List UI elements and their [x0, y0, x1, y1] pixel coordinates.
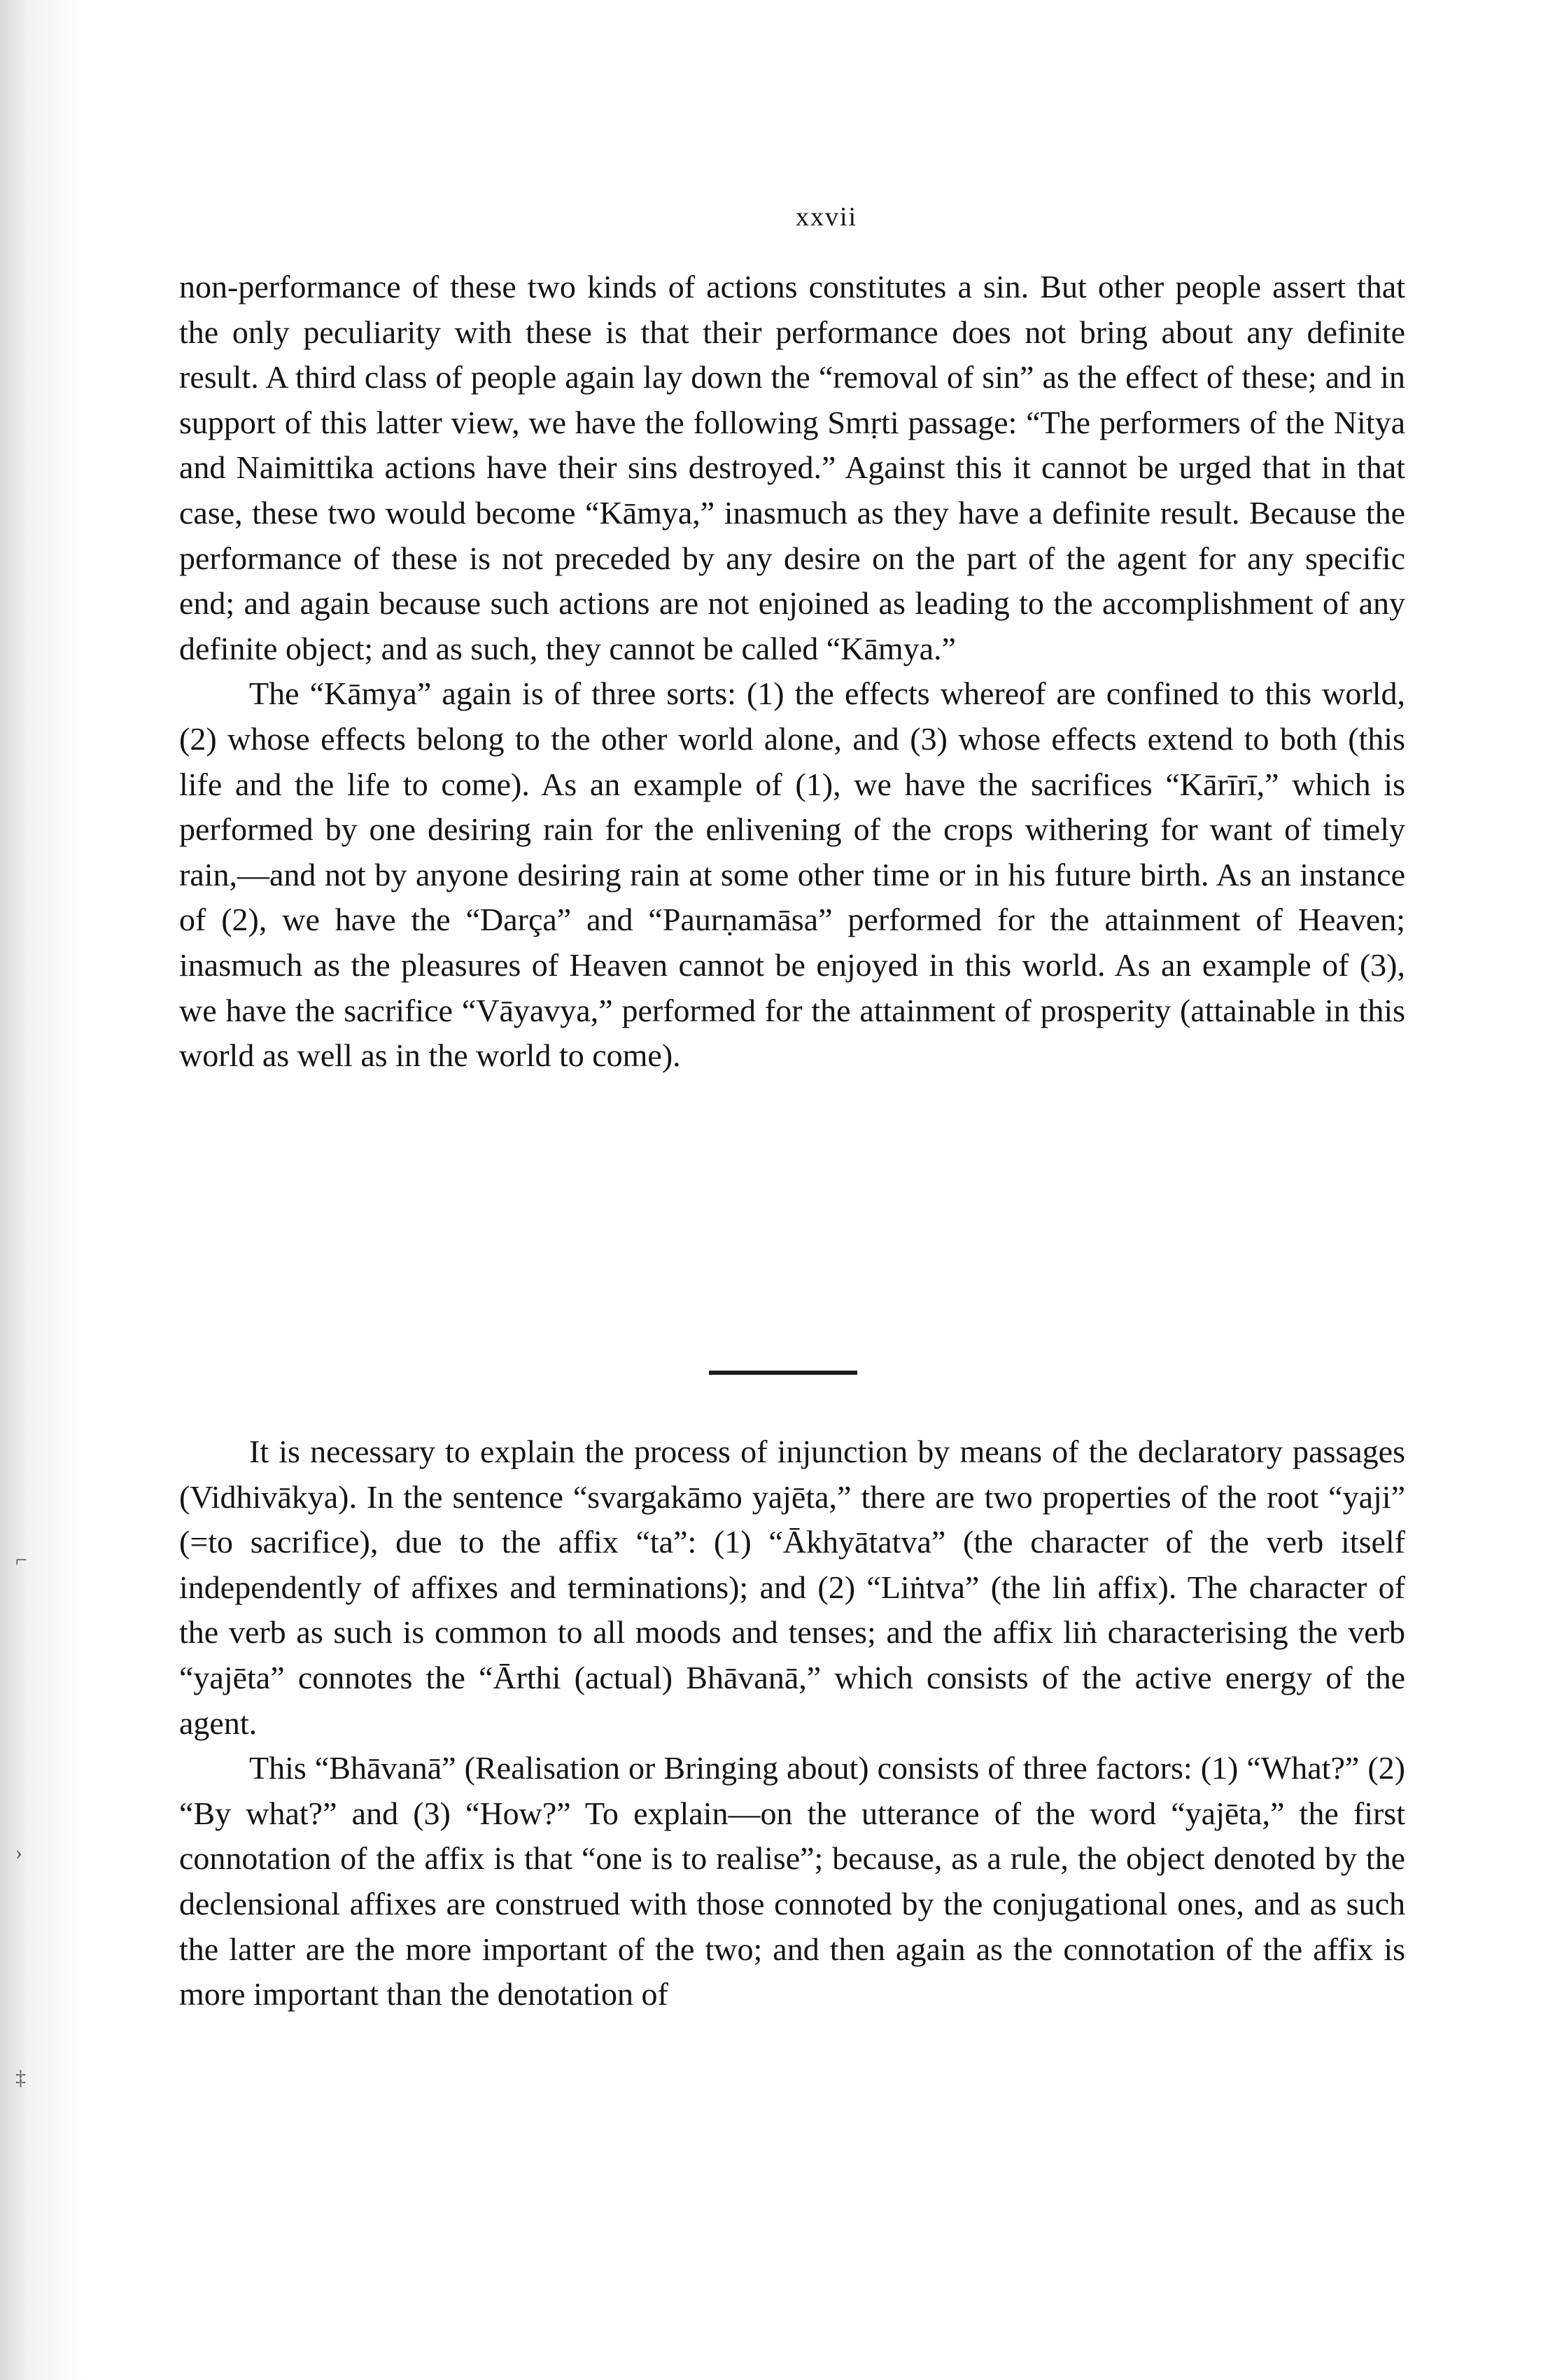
paragraph-kamya-sorts: The “Kāmya” again is of three sorts: (1) the effects whereof are confined to this world, (2) whose effects belong to the other world alone, and (3) whose effects extend to both (this life and the life to come). As an example of (1), we have the sacrifices “Kārīrī,” which is performed by one desiring rain for the enlivening of the crops withering for want of timely rain,—and not by anyone desiring rain at some other time or in his future birth. As an instance of (2), we have the “Darça” and “Paurṇamāsa” performed for the attainment of Heaven; inasmuch as the pleasures of Heaven cannot be enjoyed in this world. As an example of (3), we have the sacrifice “Vāyavya,” performed for the attainment of prosperity (attainable in this world as well as in the world to come).	[179, 676, 1405, 1074]
margin-mark: ‡	[15, 2066, 26, 2090]
paragraph-injunction-process: It is necessary to explain the process of injunction by means of the declaratory passages (Vidhivākya). In the sentence “svargakāmo yajēta,” there are two properties of the root “yaji” (=to sacrifice), due to the affix “ta”: (1) “Ākhyātatva” (the character of the verb itself independently of affixes and terminations); and (2) “Liṅtva” (the liṅ affix). The character of the verb as such is common to all moods and tenses; and the affix liṅ characterising the verb “yajēta” connotes the “Ārthi (actual) Bhāvanā,” which consists of the active energy of the agent.	[179, 1434, 1405, 1741]
page-number: xxvii	[795, 202, 858, 232]
upper-text-section	[179, 265, 1405, 1079]
section-divider-rule	[709, 1371, 857, 1375]
paragraph-nitya-naimittika: non-performance of these two kinds of actions constitutes a sin. But other people assert that the only peculiarity with these is that their performance does not bring about any definite result. A third class of people again lay down the “removal of sin” as the effect of these; and in support of this latter view, we have the following Smṛti passage: “The performers of the Nitya and Naimittika actions have their sins destroyed.” Against this it cannot be urged that in that case, these two would become “Kāmya,” inasmuch as they have a definite result. Because the performance of these is not preceded by any desire on the part of the agent for any specific end; and again because such actions are not enjoined as leading to the accomplishment of any definite object; and as such, they cannot be called “Kāmya.”	[179, 269, 1405, 666]
margin-mark: ⌐	[15, 1548, 27, 1572]
margin-mark: ›	[15, 1841, 22, 1864]
page-gutter-shadow	[0, 0, 84, 2380]
paragraph-bhavana-factors: This “Bhāvanā” (Realisation or Bringing about) consists of three factors: (1) “What?” (2) “By what?” and (3) “How?” To explain—on the utterance of the word “yajēta,” the first connotation of the affix is that “one is to realise”; because, as a rule, the object denoted by the declensional affixes are construed with those connoted by the conjugational ones, and as such the latter are the more important of the two; and then again as the connotation of the affix is more important than the denotation of	[179, 1750, 1405, 2012]
lower-text-section	[179, 1429, 1405, 2017]
